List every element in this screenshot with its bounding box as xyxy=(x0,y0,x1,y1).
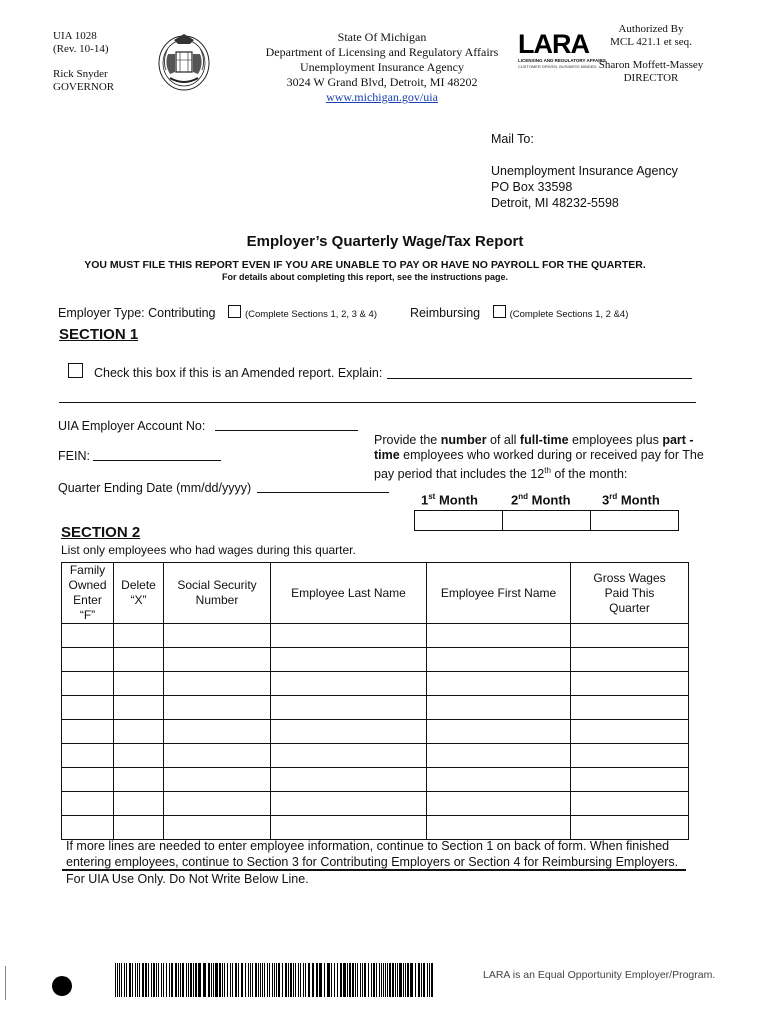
mail-to-line1: Unemployment Insurance Agency xyxy=(491,164,678,178)
first-name-cell[interactable] xyxy=(427,744,571,768)
mail-to-label: Mail To: xyxy=(491,132,534,146)
last-name-cell[interactable] xyxy=(271,816,427,840)
last-name-cell[interactable] xyxy=(271,720,427,744)
month2-word: Month xyxy=(528,492,571,508)
governor-title: GOVERNOR xyxy=(53,81,115,93)
account-number-field[interactable] xyxy=(215,430,358,431)
form-title: Employer’s Quarterly Wage/Tax Report xyxy=(246,233,524,250)
provide-bold-parttime: part -time xyxy=(374,433,694,462)
amended-checkbox[interactable] xyxy=(68,363,83,378)
more-lines-note: If more lines are needed to enter employee information, continue to Section 1 on back of form. When finished entering employees, continue to Section 3 for Contributing Employers or Section 4 for Reimbursing Employers. xyxy=(66,839,679,869)
authority-block xyxy=(596,23,706,85)
gross-wages-cell[interactable] xyxy=(571,768,689,792)
col-delete-line2: “X” xyxy=(130,593,147,607)
reimbursing-label: Reimbursing xyxy=(409,306,481,320)
gross-wages-cell[interactable] xyxy=(571,744,689,768)
authorized-by: Authorized By xyxy=(618,23,684,35)
last-name-cell[interactable] xyxy=(271,792,427,816)
month3-count-field[interactable] xyxy=(591,511,679,531)
agency-address: 3024 W Grand Blvd, Detroit, MI 48202 xyxy=(286,75,478,89)
delete-cell[interactable] xyxy=(114,768,164,792)
first-name-cell[interactable] xyxy=(427,720,571,744)
provide-sup: th xyxy=(544,466,551,475)
last-name-cell[interactable] xyxy=(271,672,427,696)
family-owned-cell[interactable] xyxy=(62,624,114,648)
contributing-label: Contributing xyxy=(148,306,216,320)
gross-wages-cell[interactable] xyxy=(571,720,689,744)
ssn-cell[interactable] xyxy=(164,720,271,744)
amended-explain-field-line2[interactable] xyxy=(59,402,696,403)
ssn-cell[interactable] xyxy=(164,672,271,696)
family-owned-cell[interactable] xyxy=(62,720,114,744)
last-name-cell[interactable] xyxy=(271,624,427,648)
month2-header xyxy=(511,492,571,507)
amended-label: Check this box if this is an Amended report. Explain: xyxy=(93,366,383,380)
table-row xyxy=(62,648,689,672)
month1-header xyxy=(421,492,478,507)
col-ssn-line1: Social Security xyxy=(177,578,257,592)
margin-mark xyxy=(5,966,6,1000)
agency-website-link[interactable]: www.michigan.gov/uia xyxy=(326,90,438,104)
month2-num: 2 xyxy=(511,492,519,508)
delete-cell[interactable] xyxy=(114,624,164,648)
governor-name: Rick Snyder xyxy=(53,68,108,80)
employee-count-instructions xyxy=(374,433,704,482)
col-family-owned xyxy=(62,563,114,624)
month-count-table xyxy=(414,510,679,531)
first-name-cell[interactable] xyxy=(427,624,571,648)
amended-row xyxy=(68,363,382,380)
gross-wages-cell[interactable] xyxy=(571,816,689,840)
family-owned-cell[interactable] xyxy=(62,744,114,768)
gross-wages-cell[interactable] xyxy=(571,696,689,720)
fein-field[interactable] xyxy=(93,460,221,461)
must-file-notice: YOU MUST FILE THIS REPORT EVEN IF YOU ARE UNABLE TO PAY OR HAVE NO PAYROLL FOR THE QUARTER. xyxy=(84,259,646,271)
delete-cell[interactable] xyxy=(114,696,164,720)
provide-text-2: of all xyxy=(486,433,520,447)
col-family-line1: Family xyxy=(69,563,106,577)
last-name-cell[interactable] xyxy=(271,744,427,768)
section2-instruction: List only employees who had wages during this quarter. xyxy=(61,543,356,557)
registration-dot-icon xyxy=(52,976,72,996)
provide-bold-fulltime: full-time xyxy=(519,433,569,447)
first-name-cell[interactable] xyxy=(427,768,571,792)
contributing-note: (Complete Sections 1, 2, 3 & 4) xyxy=(244,309,377,320)
family-owned-cell[interactable] xyxy=(62,792,114,816)
table-row xyxy=(62,720,689,744)
employer-type-row xyxy=(58,305,628,320)
reimbursing-checkbox[interactable] xyxy=(493,305,506,318)
month3-header xyxy=(602,492,660,507)
month1-num: 1 xyxy=(421,492,429,508)
col-family-line4: “F” xyxy=(79,608,96,622)
col-gross-line1: Gross Wages xyxy=(593,570,666,585)
gross-wages-cell[interactable] xyxy=(571,792,689,816)
quarter-ending-field[interactable] xyxy=(257,492,389,493)
form-id: UIA 1028 xyxy=(53,30,97,42)
delete-cell[interactable] xyxy=(114,744,164,768)
reimbursing-note: (Complete Sections 1, 2 &4) xyxy=(509,309,629,320)
gross-wages-cell[interactable] xyxy=(571,648,689,672)
account-label: UIA Employer Account No: xyxy=(58,419,206,433)
table-row xyxy=(62,792,689,816)
month3-word: Month xyxy=(617,492,660,508)
col-ssn-line2: Number xyxy=(195,593,239,607)
col-last-name: Employee Last Name xyxy=(271,563,427,624)
table-row xyxy=(62,696,689,720)
section2-heading: SECTION 2 xyxy=(61,524,141,541)
ssn-cell[interactable] xyxy=(164,816,271,840)
uia-use-divider xyxy=(62,869,686,871)
last-name-cell[interactable] xyxy=(271,648,427,672)
first-name-cell[interactable] xyxy=(427,672,571,696)
family-owned-cell[interactable] xyxy=(62,672,114,696)
family-owned-cell[interactable] xyxy=(62,696,114,720)
amended-explain-field[interactable] xyxy=(387,378,692,379)
family-owned-cell[interactable] xyxy=(62,648,114,672)
delete-cell[interactable] xyxy=(114,816,164,840)
lara-logo xyxy=(518,29,606,69)
quarter-ending-label: Quarter Ending Date (mm/dd/yyyy) xyxy=(58,481,252,495)
employee-table-header xyxy=(62,563,689,624)
ssn-cell[interactable] xyxy=(164,648,271,672)
first-name-cell[interactable] xyxy=(427,648,571,672)
delete-cell[interactable] xyxy=(114,648,164,672)
mail-to-block xyxy=(491,131,678,211)
ssn-cell[interactable] xyxy=(164,768,271,792)
month2-sup: nd xyxy=(518,492,529,501)
table-row xyxy=(62,816,689,840)
lara-logo-tagline: CUSTOMER DRIVEN. BUSINESS MINDED. xyxy=(518,64,598,69)
fein-label: FEIN: xyxy=(58,449,90,463)
col-gross-line3: Quarter xyxy=(609,600,650,615)
col-ssn xyxy=(164,563,271,624)
provide-bold-number: number xyxy=(440,433,487,447)
family-owned-cell[interactable] xyxy=(62,816,114,840)
form-id-block xyxy=(53,30,114,94)
director-title: DIRECTOR xyxy=(623,72,679,84)
table-row xyxy=(62,624,689,648)
col-gross-wages xyxy=(571,563,689,624)
provide-text-1: Provide the xyxy=(374,433,441,447)
col-family-line2: Owned xyxy=(68,578,107,592)
col-gross-line2: Paid This xyxy=(604,585,655,600)
agency-header xyxy=(232,30,532,105)
ssn-cell[interactable] xyxy=(164,696,271,720)
form-revision: (Rev. 10-14) xyxy=(53,43,109,55)
last-name-cell[interactable] xyxy=(271,696,427,720)
col-first-name: Employee First Name xyxy=(427,563,571,624)
ssn-cell[interactable] xyxy=(164,792,271,816)
month1-count-field[interactable] xyxy=(415,511,503,531)
first-name-cell[interactable] xyxy=(427,792,571,816)
table-row xyxy=(62,744,689,768)
provide-text-4: employees who worked during or received pay for The pay period that includes the 12 xyxy=(374,448,704,482)
gross-wages-cell[interactable] xyxy=(571,624,689,648)
table-row xyxy=(62,768,689,792)
col-family-line3: Enter xyxy=(73,593,102,607)
last-name-cell[interactable] xyxy=(271,768,427,792)
first-name-cell[interactable] xyxy=(427,816,571,840)
month2-count-field[interactable] xyxy=(503,511,591,531)
state-name: State Of Michigan xyxy=(337,30,427,44)
delete-cell[interactable] xyxy=(114,792,164,816)
first-name-cell[interactable] xyxy=(427,696,571,720)
provide-text-3: employees plus xyxy=(568,433,663,447)
col-delete xyxy=(114,563,164,624)
ssn-cell[interactable] xyxy=(164,744,271,768)
mail-to-line2: PO Box 33598 xyxy=(491,180,573,194)
department-name: Department of Licensing and Regulatory Affairs xyxy=(265,45,499,59)
mail-to-line3: Detroit, MI 48232-5598 xyxy=(491,196,619,210)
provide-text-5: of the month: xyxy=(550,467,628,482)
contributing-checkbox[interactable] xyxy=(228,305,241,318)
section1-heading: SECTION 1 xyxy=(59,326,139,343)
barcode-icon xyxy=(115,963,437,997)
delete-cell[interactable] xyxy=(114,720,164,744)
month1-word: Month xyxy=(435,492,478,508)
employee-wage-table xyxy=(61,562,689,840)
month1-sup: st xyxy=(428,492,436,501)
director-name: Sharon Moffett-Massey xyxy=(598,59,704,71)
col-delete-line1: Delete xyxy=(121,578,156,592)
authority-statute: MCL 421.1 et seq. xyxy=(610,36,692,48)
gross-wages-cell[interactable] xyxy=(571,672,689,696)
agency-name: Unemployment Insurance Agency xyxy=(300,60,464,74)
table-row xyxy=(62,672,689,696)
lara-logo-subtitle: LICENSING AND REGULATORY AFFAIRS xyxy=(518,58,606,63)
ssn-cell[interactable] xyxy=(164,624,271,648)
equal-opportunity-note: LARA is an Equal Opportunity Employer/Program. xyxy=(483,969,716,981)
michigan-seal-icon xyxy=(156,30,212,92)
delete-cell[interactable] xyxy=(114,672,164,696)
family-owned-cell[interactable] xyxy=(62,768,114,792)
uia-use-only-note: For UIA Use Only. Do Not Write Below Line. xyxy=(66,872,309,886)
details-note: For details about completing this report, see the instructions page. xyxy=(221,272,509,282)
month3-num: 3 xyxy=(602,492,610,508)
month3-sup: rd xyxy=(609,492,618,501)
employer-type-label: Employer Type: xyxy=(58,306,145,320)
lara-logo-word: LARA xyxy=(518,29,589,59)
